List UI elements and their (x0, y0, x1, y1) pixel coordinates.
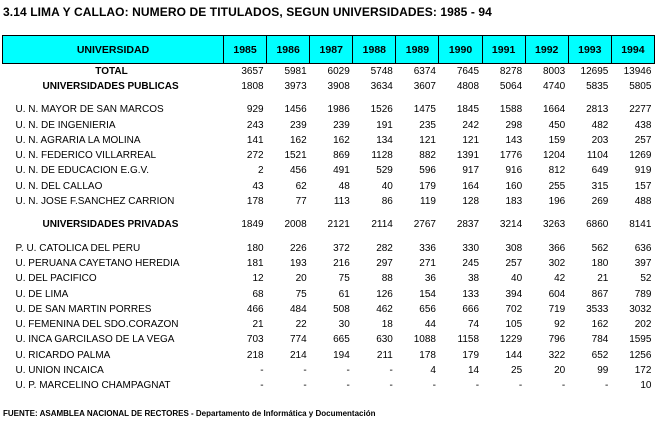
value-cell: 1588 (499, 104, 523, 116)
university-name: U. N. DE INGENIERIA (15, 119, 116, 131)
value-cell: 6860 (586, 219, 609, 231)
value-cell: 562 (591, 242, 609, 254)
value-cell: 5064 (499, 80, 523, 92)
value-cell: 162 (290, 134, 307, 146)
value-cell: 630 (376, 334, 393, 346)
table-body (3, 64, 655, 394)
value-cell: 61 (338, 288, 350, 300)
value-cell: 105 (505, 319, 523, 331)
value-cell: 5981 (284, 65, 307, 77)
table-row (3, 194, 655, 209)
value-cell: 1845 (456, 104, 480, 116)
header-year: 1990 (439, 36, 482, 64)
table-row (3, 133, 655, 148)
university-name: U. UNION INCAICA (15, 364, 104, 376)
value-cell: 92 (554, 319, 566, 331)
value-cell: 226 (290, 242, 307, 254)
value-cell: 665 (333, 334, 350, 346)
value-cell: 882 (419, 150, 436, 162)
value-cell: 255 (548, 180, 566, 192)
value-cell: 2 (258, 165, 264, 177)
value-cell: 1128 (371, 150, 393, 162)
total-row (3, 64, 655, 80)
university-name: U. N. DEL CALLAO (15, 180, 103, 192)
header-year: 1988 (353, 36, 396, 64)
value-cell: 68 (252, 288, 264, 300)
value-cell: 302 (548, 257, 566, 269)
value-cell: 193 (290, 257, 307, 269)
value-cell: 179 (462, 349, 480, 361)
value-cell: 30 (338, 319, 350, 331)
value-cell: 366 (548, 242, 566, 254)
value-cell: 99 (597, 364, 609, 376)
value-cell: 2121 (327, 219, 350, 231)
value-cell: 3032 (629, 303, 652, 315)
value-cell: 162 (591, 319, 609, 331)
value-cell: 14 (467, 364, 480, 376)
value-cell: 1256 (629, 349, 652, 361)
value-cell: 652 (591, 349, 609, 361)
value-cell: 10 (640, 380, 652, 392)
value-cell: 48 (338, 180, 350, 192)
value-cell: 1521 (284, 150, 307, 162)
value-cell: 75 (295, 288, 307, 300)
value-cell: 529 (376, 165, 393, 177)
value-cell: 491 (333, 165, 350, 177)
value-cell: - (389, 380, 393, 392)
spacer-row (3, 210, 655, 218)
value-cell: - (260, 380, 264, 392)
value-cell: 74 (467, 319, 480, 331)
value-cell: 719 (548, 303, 566, 315)
value-cell: 164 (462, 180, 480, 192)
value-cell: 6029 (327, 65, 350, 77)
value-cell: 774 (290, 334, 307, 346)
value-cell: 2767 (413, 219, 436, 231)
value-cell: - (303, 380, 307, 392)
value-cell: 243 (246, 119, 264, 131)
header-year: 1992 (525, 36, 568, 64)
value-cell: 269 (591, 196, 609, 208)
university-name: U. DE LIMA (15, 288, 69, 300)
value-cell: 2813 (586, 104, 609, 116)
table-row (3, 333, 655, 348)
value-cell: 397 (634, 257, 652, 269)
value-cell: 916 (505, 165, 523, 177)
value-cell: 216 (333, 257, 350, 269)
university-name: TOTAL (95, 65, 128, 77)
value-cell: 2114 (371, 219, 393, 231)
value-cell: - (389, 364, 393, 376)
value-cell: 1391 (456, 150, 480, 162)
value-cell: 869 (333, 150, 350, 162)
value-cell: 3634 (370, 80, 393, 92)
value-cell: 322 (548, 349, 566, 361)
university-name: U. RICARDO PALMA (15, 349, 111, 361)
spacer-cell (3, 95, 655, 103)
value-cell: 929 (246, 104, 264, 116)
value-cell: 239 (290, 119, 307, 131)
header-row (3, 36, 655, 64)
value-cell: 218 (246, 349, 264, 361)
value-cell: 214 (290, 349, 307, 361)
value-cell: 394 (505, 288, 523, 300)
value-cell: 3973 (284, 80, 307, 92)
value-cell: 211 (376, 349, 393, 361)
value-cell: 372 (333, 242, 350, 254)
university-name: U. FEMENINA DEL SDO.CORAZON (15, 319, 179, 331)
value-cell: 160 (505, 180, 523, 192)
value-cell: 1104 (586, 150, 609, 162)
table-row (3, 179, 655, 194)
value-cell: 1456 (284, 104, 307, 116)
value-cell: 144 (505, 349, 523, 361)
value-cell: 191 (376, 119, 393, 131)
value-cell: 1808 (241, 80, 264, 92)
value-cell: 13946 (623, 65, 652, 77)
value-cell: 4 (430, 364, 436, 376)
table-row (3, 118, 655, 133)
value-cell: 4740 (543, 80, 566, 92)
value-cell: 180 (591, 257, 609, 269)
header-year: 1993 (568, 36, 611, 64)
value-cell: 796 (548, 334, 566, 346)
header-year: 1987 (310, 36, 353, 64)
value-cell: 157 (634, 180, 652, 192)
header-year: 1985 (224, 36, 267, 64)
table-row (3, 256, 655, 271)
value-cell: 20 (554, 364, 566, 376)
value-cell: 789 (634, 288, 652, 300)
spacer-row (3, 233, 655, 241)
value-cell: 462 (376, 303, 393, 315)
value-cell: 154 (419, 288, 436, 300)
value-cell: 141 (246, 134, 264, 146)
university-name: UNIVERSIDADES PRIVADAS (42, 219, 179, 231)
value-cell: 178 (246, 196, 264, 208)
value-cell: 3214 (499, 219, 523, 231)
value-cell: 656 (419, 303, 436, 315)
value-cell: 508 (333, 303, 350, 315)
source-note: FUENTE: ASAMBLEA NACIONAL DE RECTORES - Departamento de Informática y Documentación (3, 409, 376, 418)
value-cell: - (303, 364, 307, 376)
value-cell: 3908 (327, 80, 350, 92)
value-cell: 257 (634, 134, 652, 146)
university-name: U. N. AGRARIA LA MOLINA (15, 134, 141, 146)
university-name: U. PERUANA CAYETANO HEREDIA (15, 257, 180, 269)
value-cell: 784 (591, 334, 609, 346)
value-cell: 52 (640, 273, 652, 285)
value-cell: 1475 (413, 104, 436, 116)
value-cell: 126 (376, 288, 393, 300)
value-cell: 180 (246, 242, 264, 254)
value-cell: - (475, 380, 480, 392)
value-cell: 22 (295, 319, 307, 331)
header-universidad: UNIVERSIDAD (3, 36, 224, 64)
value-cell: 242 (462, 119, 480, 131)
value-cell: 133 (462, 288, 480, 300)
table-row (3, 103, 655, 118)
value-cell: 119 (420, 196, 436, 208)
value-cell: 62 (295, 180, 307, 192)
value-cell: 919 (634, 165, 652, 177)
value-cell: 77 (295, 196, 307, 208)
value-cell: 86 (381, 196, 393, 208)
value-cell: 812 (548, 165, 566, 177)
value-cell: 36 (424, 273, 436, 285)
table-title: 3.14 LIMA Y CALLAO: NUMERO DE TITULADOS, SEGUN UNIVERSIDADES: 1985 - 94 (3, 5, 492, 19)
value-cell: 484 (290, 303, 307, 315)
table-row (3, 379, 655, 394)
value-cell: 5835 (586, 80, 609, 92)
value-cell: 239 (333, 119, 350, 131)
value-cell: 1229 (499, 334, 523, 346)
value-cell: 649 (591, 165, 609, 177)
value-cell: 43 (252, 180, 264, 192)
value-cell: 4808 (456, 80, 480, 92)
value-cell: 3607 (413, 80, 436, 92)
value-cell: 2837 (456, 219, 480, 231)
value-cell: 2008 (284, 219, 307, 231)
value-cell: 456 (290, 165, 307, 177)
university-name: U. N. JOSE F.SANCHEZ CARRION (15, 196, 175, 208)
value-cell: 3657 (241, 65, 264, 77)
value-cell: 1088 (413, 334, 436, 346)
university-name: U. INCA GARCILASO DE LA VEGA (15, 334, 175, 346)
value-cell: 297 (376, 257, 393, 269)
value-cell: 8141 (629, 219, 652, 231)
value-cell: 143 (505, 134, 523, 146)
value-cell: 20 (295, 273, 307, 285)
value-cell: 1526 (370, 104, 393, 116)
value-cell: 12 (252, 273, 264, 285)
value-cell: 134 (376, 134, 393, 146)
table-row (3, 363, 655, 378)
value-cell: 183 (505, 196, 523, 208)
group-row (3, 218, 655, 233)
value-cell: 113 (333, 196, 350, 208)
value-cell: 128 (462, 196, 480, 208)
value-cell: 40 (381, 180, 393, 192)
value-cell: 1204 (543, 150, 566, 162)
value-cell: 194 (333, 349, 350, 361)
value-cell: 162 (333, 134, 350, 146)
value-cell: 38 (467, 273, 480, 285)
value-cell: 666 (462, 303, 480, 315)
value-cell: 1664 (543, 104, 566, 116)
value-cell: 196 (548, 196, 566, 208)
value-cell: 315 (591, 180, 609, 192)
value-cell: 5748 (370, 65, 393, 77)
value-cell: 21 (252, 319, 264, 331)
header-year: 1994 (611, 36, 654, 64)
value-cell: 308 (505, 242, 523, 254)
value-cell: 3263 (543, 219, 566, 231)
value-cell: - (605, 380, 609, 392)
value-cell: 298 (505, 119, 523, 131)
value-cell: 203 (591, 134, 609, 146)
value-cell: 40 (511, 273, 523, 285)
university-name: U. N. DE EDUCACION E.G.V. (15, 165, 150, 177)
value-cell: 12695 (580, 65, 609, 77)
university-name: P. U. CATOLICA DEL PERU (15, 242, 141, 254)
value-cell: - (432, 380, 436, 392)
graduates-table (2, 35, 655, 394)
university-name: U. N. MAYOR DE SAN MARCOS (15, 104, 164, 116)
value-cell: 466 (246, 303, 264, 315)
value-cell: - (561, 380, 566, 392)
value-cell: 282 (376, 242, 393, 254)
value-cell: 257 (505, 257, 523, 269)
value-cell: 482 (591, 119, 609, 131)
value-cell: 181 (246, 257, 264, 269)
table-row (3, 302, 655, 317)
header-year: 1986 (267, 36, 310, 64)
value-cell: 1776 (499, 150, 523, 162)
university-name: U. N. FEDERICO VILLARREAL (15, 150, 157, 162)
spacer-cell (3, 210, 655, 218)
spacer-cell (3, 233, 655, 241)
value-cell: 272 (246, 150, 264, 162)
university-name: UNIVERSIDADES PUBLICAS (42, 80, 179, 92)
value-cell: 5805 (629, 80, 652, 92)
value-cell: 703 (246, 334, 264, 346)
value-cell: 202 (634, 319, 652, 331)
value-cell: 159 (548, 134, 566, 146)
value-cell: 450 (548, 119, 566, 131)
value-cell: 917 (462, 165, 480, 177)
value-cell: 1269 (629, 150, 652, 162)
value-cell: 18 (381, 319, 393, 331)
value-cell: 3533 (586, 303, 609, 315)
value-cell: 2277 (629, 104, 652, 116)
value-cell: - (346, 364, 350, 376)
university-name: U. DEL PACIFICO (15, 273, 97, 285)
value-cell: 1158 (457, 334, 480, 346)
value-cell: 75 (338, 273, 350, 285)
value-cell: 488 (634, 196, 652, 208)
value-cell: 235 (419, 119, 436, 131)
value-cell: 7645 (456, 65, 480, 77)
header-year: 1991 (482, 36, 525, 64)
value-cell: 271 (419, 257, 436, 269)
table-row (3, 241, 655, 256)
value-cell: - (260, 364, 264, 376)
value-cell: 245 (462, 257, 480, 269)
value-cell: 179 (419, 180, 436, 192)
table-row (3, 272, 655, 287)
table-row (3, 317, 655, 332)
value-cell: 121 (462, 134, 480, 146)
value-cell: 8278 (499, 65, 523, 77)
value-cell: 596 (419, 165, 436, 177)
value-cell: 178 (419, 349, 436, 361)
value-cell: - (346, 380, 350, 392)
value-cell: 636 (634, 242, 652, 254)
value-cell: 1986 (327, 104, 350, 116)
value-cell: 8003 (543, 65, 566, 77)
value-cell: 1595 (629, 334, 652, 346)
value-cell: 172 (634, 364, 652, 376)
group-row (3, 79, 655, 94)
spacer-row (3, 95, 655, 103)
value-cell: 88 (381, 273, 393, 285)
value-cell: 604 (548, 288, 566, 300)
value-cell: 336 (419, 242, 436, 254)
value-cell: 121 (419, 134, 436, 146)
table-row (3, 148, 655, 163)
value-cell: 867 (591, 288, 609, 300)
value-cell: 44 (424, 319, 436, 331)
table-row (3, 348, 655, 363)
value-cell: 1849 (241, 219, 264, 231)
university-name: U. DE SAN MARTIN PORRES (15, 303, 152, 315)
value-cell: - (518, 380, 523, 392)
value-cell: 702 (505, 303, 523, 315)
value-cell: 25 (511, 364, 523, 376)
value-cell: 21 (597, 273, 609, 285)
table-row (3, 164, 655, 179)
university-name: U. P. MARCELINO CHAMPAGNAT (15, 380, 171, 392)
value-cell: 330 (462, 242, 480, 254)
header-year: 1989 (396, 36, 439, 64)
value-cell: 6374 (413, 65, 436, 77)
value-cell: 42 (554, 273, 566, 285)
value-cell: 438 (634, 119, 652, 131)
table-row (3, 287, 655, 302)
